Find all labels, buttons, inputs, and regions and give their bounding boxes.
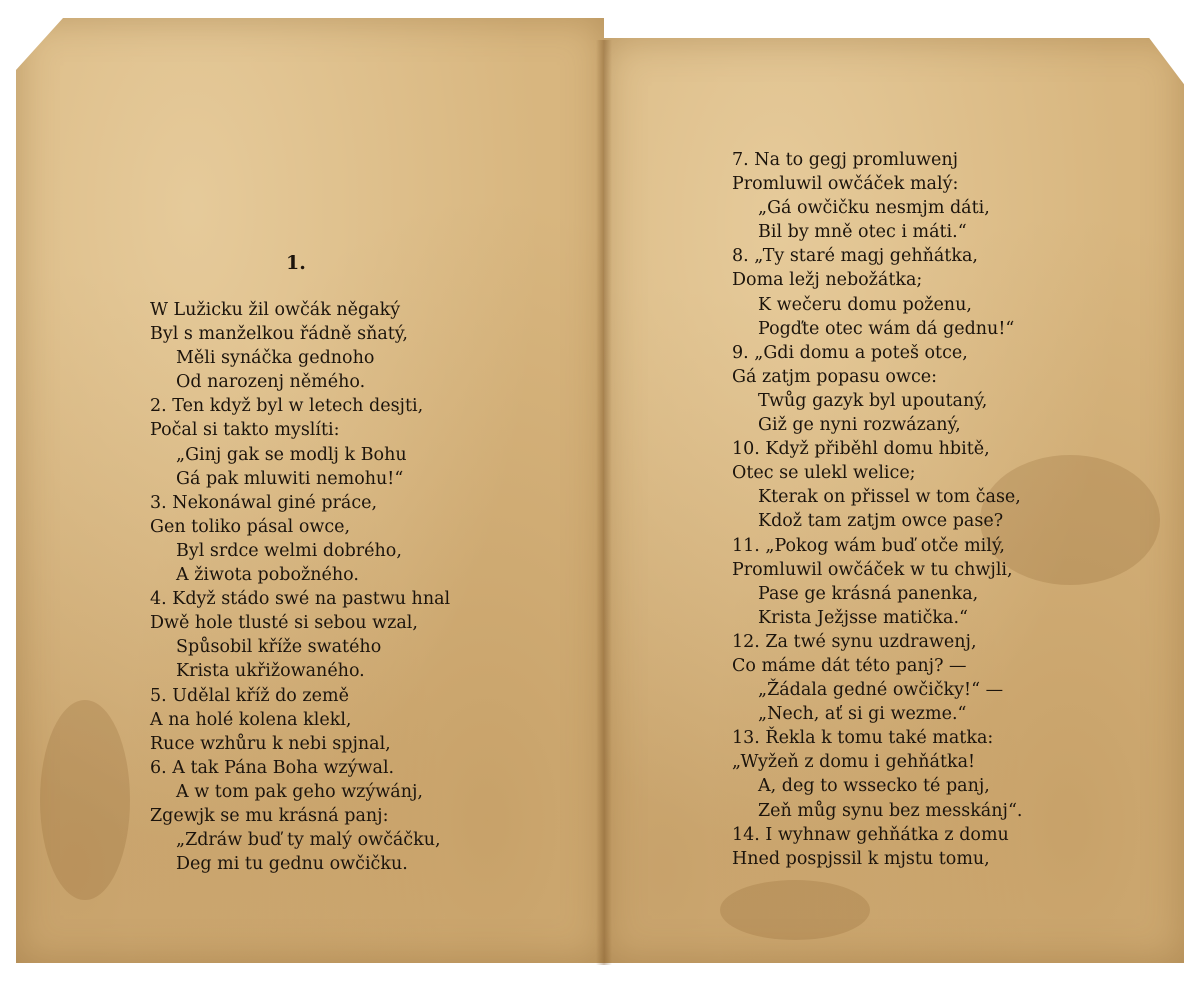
right-verse-line: 13. Řekla k tomu také matka: (732, 728, 994, 749)
right-verse-line: Hned pospjssil k mjstu tomu, (732, 848, 990, 869)
right-verse-line: 9. „Gdi domu a poteš otce, (732, 342, 968, 363)
right-verse-line: „Wyžeň z domu i gehňátka! (732, 752, 976, 773)
left-verse-line: Dwě hole tlusté si sebou wzal, (150, 613, 418, 634)
left-verse-line: 2. Ten když byl w letech desjti, (150, 396, 424, 417)
right-verse-text (732, 148, 1022, 871)
left-verse-line: Krista ukřižowaného. (176, 661, 365, 682)
right-verse-line: 11. „Pokog wám buď otče milý, (732, 535, 1005, 556)
left-verse-line: „Zdráw buď ty malý owčáčku, (176, 830, 441, 851)
stain (720, 880, 870, 940)
page-fold (596, 40, 612, 965)
left-verse-line: 5. Udělal kříž do země (150, 685, 349, 706)
left-verse-line: Zgewjk se mu krásná panj: (150, 805, 389, 826)
left-verse-line: Spůsobil kříže swatého (176, 637, 382, 658)
left-verse-line: Měli synáčka gednoho (176, 348, 375, 369)
right-verse-line: 7. Na to gegj promluwenj (732, 150, 959, 170)
left-verse-line: Počal si takto myslíti: (150, 420, 340, 441)
left-verse-line: Byl srdce welmi dobrého, (176, 540, 402, 561)
right-verse-line: „Žádala gedné owčičky!“ — (758, 680, 1004, 701)
right-verse-line: 8. „Ty staré magj gehňátka, (732, 246, 978, 267)
right-verse-line: Twůg gazyk byl upoutaný, (758, 390, 988, 411)
right-verse-line: Co máme dát této panj? — (732, 655, 967, 676)
right-verse-line: 10. Když přiběhl domu hbitě, (732, 439, 990, 460)
left-verse-line: 3. Nekonáwal giné práce, (150, 492, 378, 513)
right-verse-line: Kdož tam zatjm owce pase? (758, 511, 1004, 532)
right-verse-line: Otec se ulekl welice; (732, 463, 916, 484)
right-verse-line: „Nech, ať si gi wezme.“ (758, 704, 967, 725)
right-verse-line: Kterak on přissel w tom čase, (758, 487, 1021, 508)
left-verse-line: 6. A tak Pána Boha wzýwal. (150, 757, 395, 778)
right-verse-line: Promluwil owčáček w tu chwjli, (732, 559, 1013, 580)
left-verse-line: W Lužicku žil owčák něgaký (150, 300, 401, 320)
right-verse-line: Pase ge krásná panenka, (758, 583, 979, 604)
right-verse-line: Promluwil owčáček malý: (732, 174, 959, 195)
left-verse-line: Od narozenj němého. (176, 372, 366, 393)
right-verse-line: Bil by mně otec i máti.“ (758, 222, 967, 243)
left-verse-line: 4. Když stádo swé na pastwu hnal (150, 589, 451, 610)
left-verse-text (150, 298, 450, 876)
right-verse-line: „Gá owčičku nesmjm dáti, (758, 198, 990, 219)
right-verse-line: Gá zatjm popasu owce: (732, 366, 938, 387)
left-verse-line: Deg mi tu gednu owčičku. (176, 854, 408, 875)
right-verse-line: K wečeru domu poženu, (758, 294, 972, 315)
right-verse-line: Pogďte otec wám dá gednu!“ (758, 318, 1015, 339)
right-verse-line: A, deg to wssecko té panj, (758, 776, 990, 797)
right-verse-line: Doma ležj nebožátka; (732, 270, 923, 291)
left-verse-line: A na holé kolena klekl, (150, 709, 352, 730)
left-verse-line: Gen toliko pásal owce, (150, 516, 351, 537)
left-verse-line: Ruce wzhůru k nebi spjnal, (150, 733, 391, 754)
left-verse-line: A žiwota pobožného. (176, 565, 359, 586)
right-verse-line: Krista Ježjsse matička.“ (758, 607, 968, 628)
right-verse-line: Giž ge nyni rozwázaný, (758, 415, 961, 436)
page-heading: 1. (286, 252, 306, 274)
right-verse-line: 12. Za twé synu uzdrawenj, (732, 631, 977, 652)
stain (40, 700, 130, 900)
left-verse-line: A w tom pak geho wzýwánj, (176, 781, 423, 802)
right-verse-line: 14. I wyhnaw gehňátka z domu (732, 824, 1009, 845)
left-verse-line: „Ginj gak se modlj k Bohu (176, 444, 407, 465)
left-verse-line: Byl s manželkou řádně sňatý, (150, 324, 408, 345)
right-verse-line: Zeň můg synu bez messkánj“. (758, 800, 1023, 821)
left-verse-line: Gá pak mluwiti nemohu!“ (176, 468, 404, 489)
